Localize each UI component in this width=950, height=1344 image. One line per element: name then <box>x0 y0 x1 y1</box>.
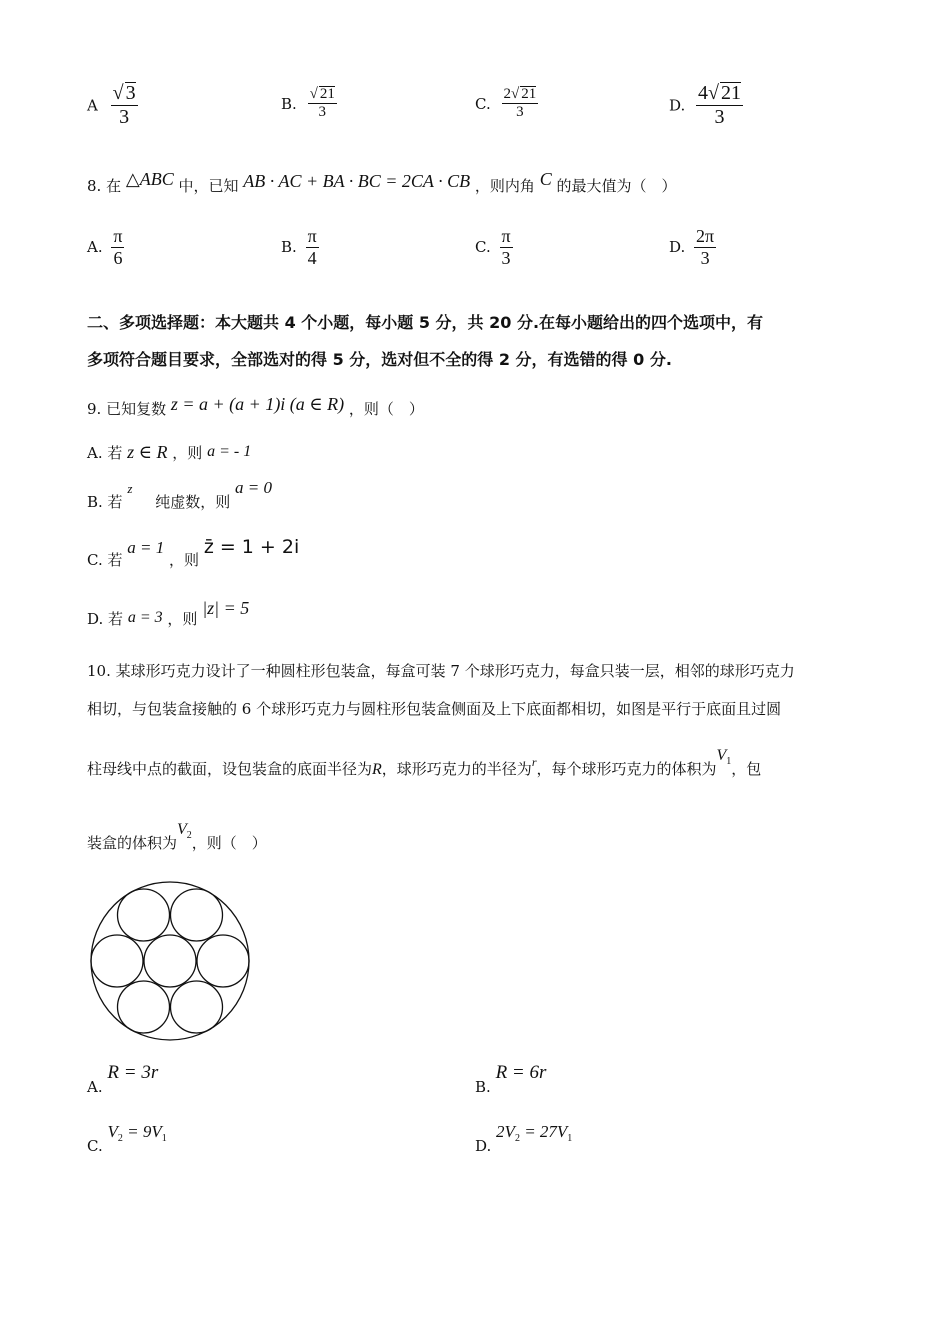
volume-v1 <box>716 747 732 767</box>
fraction <box>500 226 513 268</box>
option-label: C. <box>475 238 491 257</box>
variable: z <box>127 481 133 496</box>
fraction <box>111 226 124 268</box>
coefficient: 2 <box>503 86 511 102</box>
fraction: $\frac{2√ 21}{3}$ <box>503 86 537 121</box>
option-label: D. <box>475 1137 492 1155</box>
denominator: 3 <box>119 106 130 128</box>
option-label: C. 若 <box>87 551 123 569</box>
denominator: 6 <box>113 247 123 268</box>
q10-option-a[interactable] <box>87 1062 158 1096</box>
formula-part: = 27V <box>519 1122 568 1141</box>
fraction: $\frac{√ 3}{3}$ <box>112 82 136 128</box>
fraction <box>694 226 716 268</box>
center-sphere <box>144 935 196 987</box>
condition: z ∈ R <box>127 442 168 462</box>
radicand: 21 <box>521 86 537 102</box>
radius-R: R <box>372 761 382 778</box>
stem-text: 柱母线中点的截面，设包装盒的底面半径为 <box>87 760 373 778</box>
condition: a = 1 <box>127 538 165 557</box>
result: z̄ = 1 + 2i <box>203 536 300 558</box>
option-label: D. 若 <box>87 610 124 628</box>
numerator: π <box>501 226 511 246</box>
option-label: A. 若 <box>87 444 123 462</box>
option-label: D. <box>669 238 686 257</box>
q8-option-b[interactable] <box>281 226 319 268</box>
q9-option-b[interactable] <box>87 478 272 512</box>
numerator: 2π <box>696 226 715 246</box>
q8-option-d[interactable] <box>669 226 716 268</box>
denominator: 3 <box>501 247 511 268</box>
result: a = - 1 <box>207 443 252 460</box>
q9-option-d[interactable] <box>87 598 249 629</box>
subscript: 1 <box>726 756 732 767</box>
volume-symbol: V <box>177 821 187 838</box>
q8-option-c[interactable] <box>475 226 513 268</box>
option-formula: R = 6r <box>495 1062 547 1083</box>
q8-option-a[interactable] <box>87 226 124 268</box>
stem-text: ，则内角 <box>474 177 535 195</box>
condition: a = 3 <box>127 609 163 626</box>
fraction: $\frac{4√ 21}{3}$ <box>698 82 742 128</box>
section-heading-line2: 多项符合题目要求，全部选对的得 5 分，选对但不全的得 2 分，有选错的得 0 分. <box>87 350 672 369</box>
q10-option-d[interactable] <box>475 1122 572 1155</box>
vector-equation: AB · AC + BA · BC = 2CA · CB <box>243 171 471 191</box>
package-cross-section-figure <box>86 878 254 1044</box>
formula-part: V <box>107 1122 118 1141</box>
subscript: 2 <box>514 1133 520 1144</box>
result: a = 0 <box>234 478 272 497</box>
formula-part: = 9V <box>122 1122 162 1141</box>
denominator: 3 <box>714 106 725 128</box>
numerator: π <box>307 226 317 246</box>
complex-number-formula: z = a + (a + 1)i (a ∈ R) <box>170 394 345 414</box>
option-label: C. <box>87 1137 103 1155</box>
option-label: C. <box>475 94 491 113</box>
option-label: B. 若 <box>87 493 123 511</box>
denominator: 4 <box>307 247 317 268</box>
volume-symbol: V <box>716 747 727 764</box>
option-label: A. <box>87 238 103 257</box>
q10-line4 <box>87 820 267 853</box>
coefficient: 4 <box>698 82 709 104</box>
volume-v2 <box>177 821 192 841</box>
fraction <box>306 226 319 268</box>
formula-part: 2V <box>496 1122 515 1141</box>
sphere-top-left <box>118 889 170 941</box>
q10-option-c[interactable] <box>87 1122 167 1155</box>
option-label: A <box>87 96 98 115</box>
subscript: 1 <box>567 1133 573 1144</box>
radius-r: r <box>531 755 537 769</box>
option-formula <box>107 1122 167 1144</box>
q10-line3 <box>87 746 761 779</box>
option-text: ，则 <box>169 551 200 569</box>
option-label: B. <box>475 1078 491 1096</box>
option-text: ，则 <box>167 610 198 628</box>
stem-text: 的最大值为（ ） <box>556 177 677 195</box>
stem-text: ，则（ ） <box>191 834 267 852</box>
q9-stem <box>87 394 424 419</box>
option-formula: R = 3r <box>107 1062 159 1083</box>
subscript: 1 <box>161 1133 167 1144</box>
q10-line1: 10. 某球形巧克力设计了一种圆柱形包装盒，每盒可装 7 个球形巧克力，每盒只装一层，相邻的球形巧克力 <box>87 662 795 680</box>
stem-text: ，包 <box>731 760 762 778</box>
q7-option-c[interactable] <box>475 86 538 122</box>
q8-stem <box>87 169 677 196</box>
option-label: B. <box>281 238 297 257</box>
section-heading-line1: 二、多项选择题：本大题共 4 个小题，每小题 5 分，共 20 分.在每小题给出的四个选项中，有 <box>87 313 764 332</box>
package-outer-circle <box>91 882 249 1040</box>
option-text: ，则 <box>172 444 203 462</box>
numerator: π <box>113 226 123 246</box>
denominator: 3 <box>700 247 710 268</box>
q10-option-b[interactable] <box>475 1062 546 1096</box>
subscript: 2 <box>117 1133 123 1144</box>
subscript: 2 <box>186 830 192 841</box>
fraction: $\frac{√ 21}{3}$ <box>309 86 335 121</box>
option-text: 纯虚数，则 <box>155 493 231 511</box>
option-label: B. <box>281 94 297 113</box>
stem-text: ，球形巧克力的半径为 <box>381 760 532 778</box>
denominator: 3 <box>318 104 326 121</box>
radicand: 3 <box>125 82 136 104</box>
denominator: 3 <box>516 104 524 121</box>
q10-line2: 相切，与包装盒接触的 6 个球形巧克力与圆柱形包装盒侧面及上下底面都相切，如图是平行于底面且过圆 <box>87 700 782 718</box>
sphere-bottom-right <box>171 981 223 1033</box>
radicand: 21 <box>319 86 335 102</box>
option-label: D. <box>669 96 686 115</box>
q7-option-a[interactable] <box>87 82 138 129</box>
question-number: 8. 在 <box>87 177 122 195</box>
option-formula <box>496 1122 573 1144</box>
sphere-top-right <box>171 889 223 941</box>
q9-option-a[interactable] <box>87 442 251 463</box>
stem-text: 中，已知 <box>178 177 239 195</box>
stem-text: ，每个球形巧克力的体积为 <box>536 760 717 778</box>
q9-option-c[interactable] <box>87 536 299 570</box>
stem-text: ，则（ ） <box>348 400 424 418</box>
sphere-left <box>91 935 143 987</box>
result: |z| = 5 <box>202 598 250 618</box>
triangle-symbol: △ABC <box>125 169 174 189</box>
sphere-bottom-left <box>118 981 170 1033</box>
q7-option-d[interactable] <box>669 82 743 129</box>
stem-text: 装盒的体积为 <box>87 834 178 852</box>
question-number: 9. 已知复数 <box>87 400 167 418</box>
option-label: A. <box>87 1078 103 1096</box>
angle-variable: C <box>539 169 552 189</box>
radicand: 21 <box>721 82 742 104</box>
sphere-right <box>197 935 249 987</box>
q7-option-b[interactable] <box>281 86 337 122</box>
